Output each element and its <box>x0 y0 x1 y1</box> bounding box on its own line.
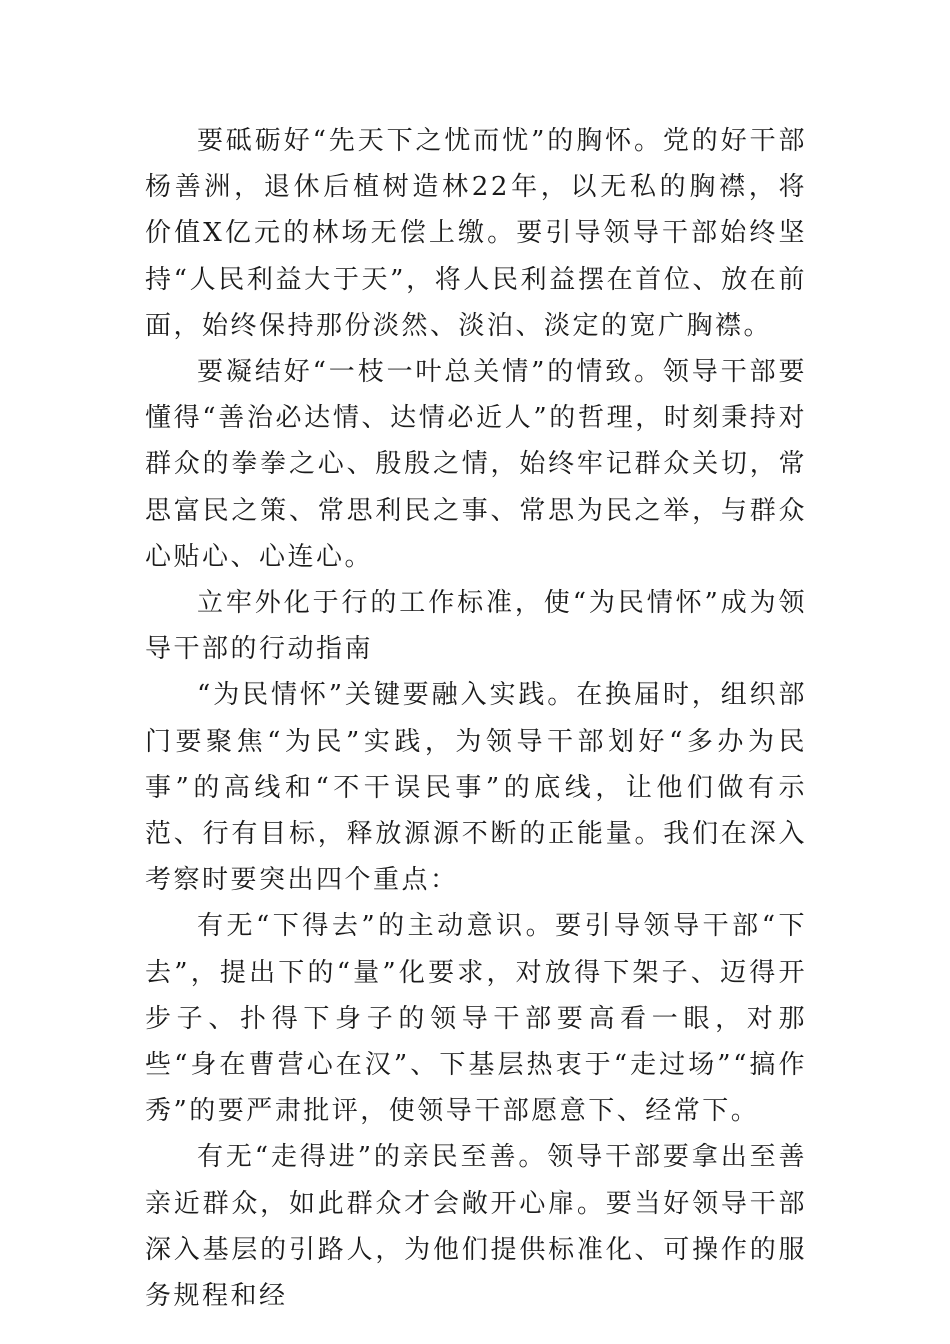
paragraph-3-heading: 立牢外化于行的工作标准，使“为民情怀”成为领导干部的行动指南 <box>145 588 807 665</box>
paragraph-2: 要凝结好“一枝一叶总关情”的情致。领导干部要懂得“善治必达情、达情必近人”的哲理，时刻秉持对群众的拳拳之心、殷殷之情，始终牢记群众关切，常思富民之策、常思利民之事、常思为民之举，与群众心贴心、心连心。 <box>145 357 807 572</box>
paragraph-1: 要砥砺好“先天下之忧而忧”的胸怀。党的好干部杨善洲，退休后植树造林22年，以无私的胸襟，将价值X亿元的林场无偿上缴。要引导领导干部始终坚持“人民利益大于天”，将人民利益摆在首位、放在前面，始终保持那份淡然、淡泊、淡定的宽广胸襟。 <box>145 126 807 341</box>
paragraph-4: “为民情怀”关键要融入实践。在换届时，组织部门要聚焦“为民”实践，为领导干部划好“多办为民事”的高线和“不干误民事”的底线，让他们做有示范、行有目标，释放源源不断的正能量。我们在深入考察时要突出四个重点： <box>145 680 807 896</box>
document-body <box>145 118 807 1319</box>
paragraph-6: 有无“走得进”的亲民至善。领导干部要拿出至善亲近群众，如此群众才会敞开心扉。要当好领导干部深入基层的引路人，为他们提供标准化、可操作的服务规程和经 <box>145 1142 807 1312</box>
paragraph-5: 有无“下得去”的主动意识。要引导领导干部“下去”，提出下的“量”化要求，对放得下架子、迈得开步子、扑得下身子的领导干部要高看一眼，对那些“身在曹营心在汉”、下基层热衷于“走过场”“搞作秀”的要严肃批评，使领导干部愿意下、经常下。 <box>145 911 807 1127</box>
